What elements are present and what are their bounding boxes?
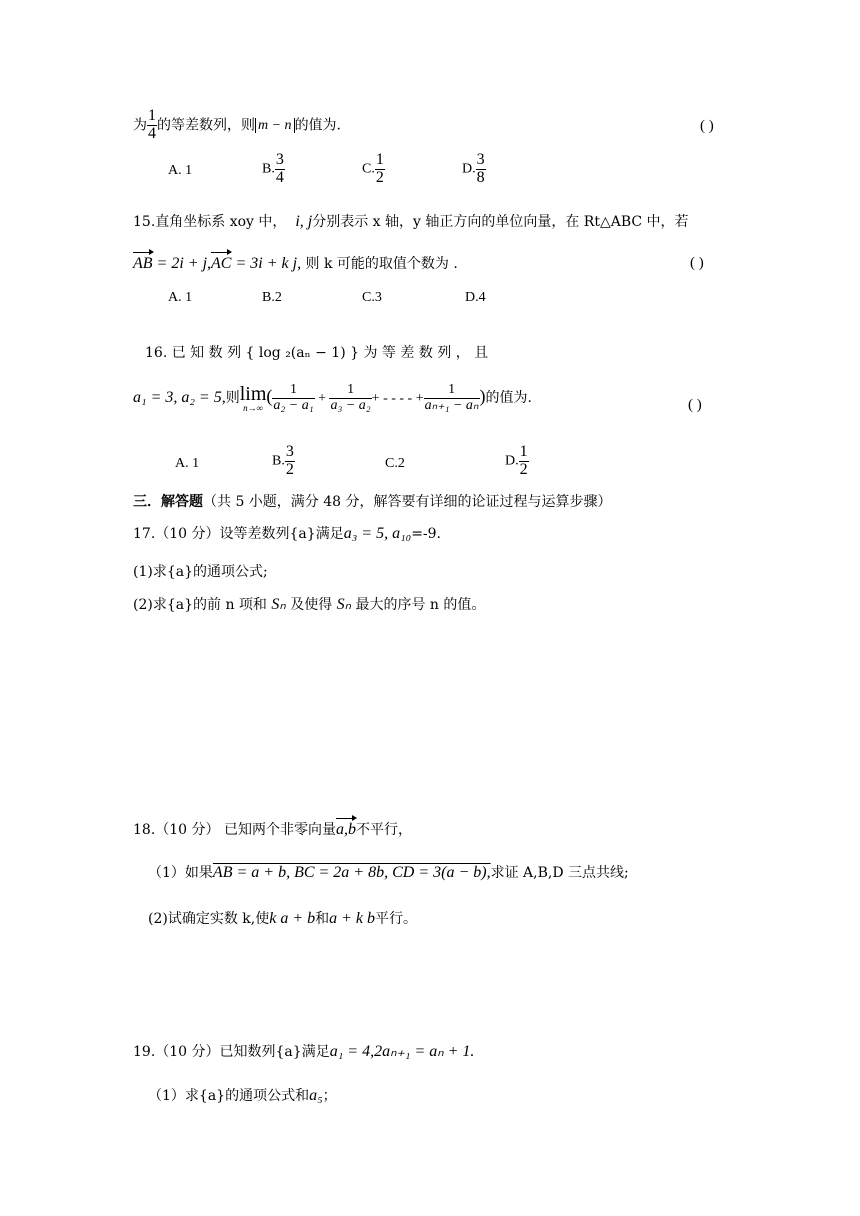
q16-dots: + - - - - +: [371, 391, 424, 407]
q16-term2: $\frac{1}{\text{a₃ − a₂}}$: [330, 382, 371, 413]
q15-option-a: A. 1: [168, 290, 193, 305]
q17-stem: 17.（10 分）设等差数列{a}满足a₃ = 5, a₁₀=-9.: [133, 525, 442, 542]
q15-stem-line2: AB = 2i + j,AC = 3i + k j, 则 k 可能的取值个数为 .: [133, 255, 458, 272]
q15-stem-line1: 15.直角坐标系 xoy 中， i, j分别表示 x 轴，y 轴正方向的单位向量，在 Rt△ABC 中，若: [133, 213, 689, 230]
q15-option-b: B.2: [262, 290, 282, 305]
q14-suffix: 的值为.: [294, 117, 342, 134]
q14-option-b: B. $\frac{3}{4}$: [262, 151, 284, 186]
q14-fraction: $\frac{1}{4}$: [148, 107, 156, 142]
q15-unit-vectors: i, j: [295, 213, 313, 230]
q14-stem-line: [133, 108, 341, 143]
q16-answer-bracket: ( ): [688, 397, 702, 413]
q16-stem-line2: a₁ = 3, a₂ = 5,则lim n→∞ ( $\frac{1}{\text{a₂ − a₁}}$ + $\frac{1}{\text{a₃ − a₂}}$ + - - - - + $\frac{1}{\text{aₙ₊₁ − aₙ}}$ )的值为.: [133, 382, 532, 413]
q15-vector-ac: AC: [211, 255, 232, 272]
q16-term-n: $\frac{1}{\text{aₙ₊₁ − aₙ}}$: [424, 382, 479, 413]
q15-option-d: D.4: [465, 290, 486, 305]
q18-stem: 18.（10 分） 已知两个非零向量a,b不平行，: [133, 821, 412, 838]
q18-part2: (2)试确定实数 k,使k a + b和a + k b平行。: [148, 910, 418, 927]
q14-option-c: C. $\frac{1}{2}$: [362, 151, 384, 186]
q14-answer-bracket: ( ): [700, 118, 714, 134]
q17-part2: (2)求{a}的前 n 项和 Sₙ 及使得 Sₙ 最大的序号 n 的值。: [133, 596, 486, 613]
q15-vector-ab: AB: [133, 255, 153, 272]
q14-option-a: A. 1: [168, 163, 193, 178]
q16-option-d: D. $\frac{1}{2}$: [505, 443, 528, 478]
q19-part1: （1）求{a}的通项公式和a₅；: [148, 1087, 337, 1104]
q16-stem-line1: 16. 已 知 数 列 { log ₂(aₙ − 1) } 为 等 差 数 列 ， 且: [145, 345, 489, 361]
q16-option-b: B. $\frac{3}{2}$: [272, 443, 294, 478]
section3-title: 三．解答题: [133, 494, 203, 510]
q16-limit: lim n→∞: [239, 382, 267, 413]
q14-abs-expr: m − n: [255, 118, 295, 133]
q18-vectors-ab: a,b: [335, 821, 356, 838]
q15-option-c: C.3: [362, 290, 382, 305]
q14-option-d: D. $\frac{3}{8}$: [462, 151, 485, 186]
q16-condition: a₁ = 3, a₂ = 5,: [133, 389, 226, 407]
q16-option-c: C.2: [385, 456, 405, 471]
q15-answer-bracket: ( ): [690, 255, 704, 271]
q16-term1: $\frac{1}{\text{a₂ − a₁}}$: [273, 382, 314, 413]
q19-stem: 19.（10 分）已知数列{a}满足a₁ = 4,2aₙ₊₁ = aₙ + 1.: [133, 1043, 475, 1060]
q17-part1: (1)求{a}的通项公式;: [133, 564, 268, 580]
q18-part1: （1）如果AB = a + b, BC = 2a + 8b, CD = 3(a − b),求证 A,B,D 三点共线;: [148, 864, 629, 881]
q16-option-a: A. 1: [175, 456, 200, 471]
section3-heading: [133, 491, 612, 511]
q14-mid: 的等差数列，则: [157, 117, 255, 134]
section3-note: （共 5 小题，满分 48 分，解答要有详细的论证过程与运算步骤）: [203, 494, 612, 510]
q14-prefix: 为: [133, 117, 147, 134]
